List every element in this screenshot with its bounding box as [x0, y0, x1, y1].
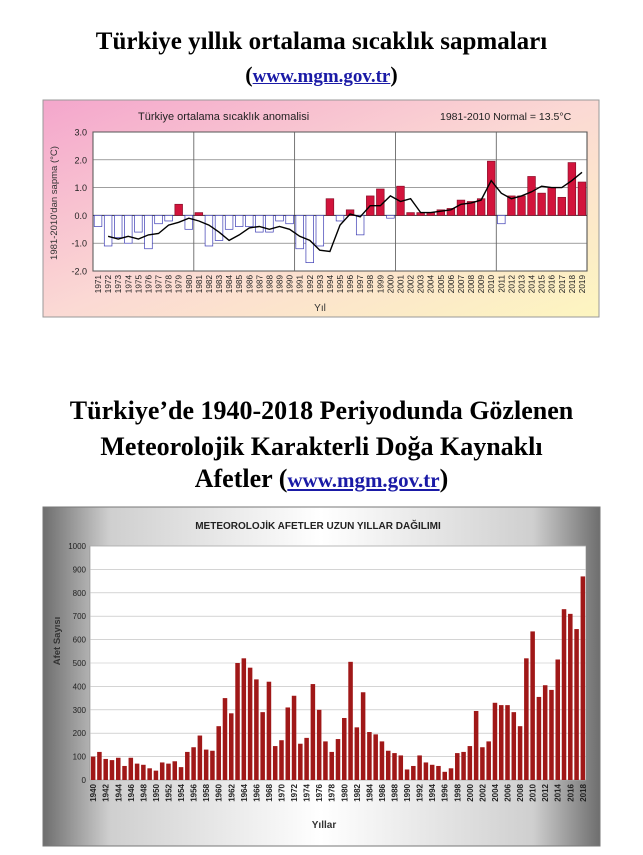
chart2-bar — [474, 711, 479, 780]
mgm-link-2[interactable]: www.mgm.gov.tr — [287, 468, 440, 492]
chart2-bar — [399, 755, 404, 780]
chart2-bar — [204, 750, 209, 780]
chart2-bar — [210, 751, 215, 780]
chart2-xtick: 1976 — [315, 784, 325, 802]
chart1-note: 1981-2010 Normal = 13.5°C — [440, 111, 572, 123]
chart2-bar — [129, 758, 134, 780]
chart1-xtick: 1972 — [104, 275, 114, 294]
chart2-xtick: 1994 — [428, 784, 438, 802]
chart1-xtick: 2009 — [477, 275, 487, 294]
chart2-bar — [103, 759, 108, 780]
chart2-ylabel: Afet Sayısı — [52, 616, 63, 666]
mgm-link-1[interactable]: www.mgm.gov.tr — [252, 66, 391, 87]
chart1-ytick: 2.0 — [74, 155, 87, 166]
chart2-bar — [373, 734, 378, 780]
chart2-xtick: 1942 — [101, 784, 111, 802]
chart2-bar — [323, 741, 328, 780]
chart2-bar — [286, 707, 291, 780]
chart2-bar — [543, 685, 548, 780]
chart2-ytick: 900 — [72, 565, 86, 575]
chart1-ytick: 0.0 — [74, 210, 87, 221]
chart2-bar — [97, 752, 102, 780]
chart2-bar — [486, 741, 491, 780]
chart2-ytick: 600 — [72, 635, 86, 645]
chart2-xtick: 2010 — [528, 784, 538, 802]
chart2-bar — [436, 766, 441, 780]
chart1-xtick: 1973 — [114, 275, 124, 294]
chart2-ytick: 1000 — [68, 542, 86, 551]
chart2-bar — [348, 662, 353, 780]
chart2-bar — [248, 668, 253, 780]
heading1-title: Türkiye yıllık ortalama sıcaklık sapmaları — [95, 28, 548, 55]
chart2-bar — [304, 738, 309, 780]
chart2-bar — [392, 753, 397, 780]
chart2-bar — [568, 614, 573, 780]
chart2-bar — [505, 705, 510, 780]
chart1-xtick: 1974 — [124, 275, 134, 294]
chart2-bar — [555, 659, 560, 780]
chart2-bar — [574, 629, 579, 780]
chart2-bar — [549, 690, 554, 780]
chart1-xtick: 1976 — [144, 275, 154, 294]
chart2-bar — [179, 767, 184, 780]
chart2-bar — [512, 712, 517, 780]
chart2-bar — [91, 757, 96, 780]
chart2-xtick: 2012 — [541, 784, 551, 802]
chart2-bar — [116, 758, 121, 780]
chart1-xtick: 1975 — [134, 275, 144, 294]
chart2-bar — [191, 747, 196, 780]
paren-open: ( — [245, 62, 253, 87]
chart1-xtick: 2003 — [416, 275, 426, 294]
chart2-bar — [185, 752, 190, 780]
chart2-xtick: 1966 — [252, 784, 262, 802]
chart1-xtick: 1991 — [295, 275, 305, 294]
chart1-xtick: 1993 — [315, 275, 325, 294]
chart2-xtick: 1992 — [415, 784, 425, 802]
chart1-ytick: -1.0 — [71, 238, 87, 249]
chart1-xtick: 2013 — [517, 275, 527, 294]
chart2-bar — [380, 741, 385, 780]
chart2-bar — [367, 732, 372, 780]
chart2-xtick: 1996 — [440, 784, 450, 802]
chart2-bar — [442, 772, 447, 780]
chart1-xtick: 1980 — [184, 275, 194, 294]
chart2-bar — [267, 682, 272, 780]
chart2-bar — [355, 727, 360, 780]
chart2-xtick: 1964 — [239, 784, 249, 802]
heading2-afetler: Afetler ( — [194, 464, 288, 493]
chart1-xtick: 1986 — [245, 275, 255, 294]
chart1-xtick: 1971 — [94, 275, 103, 294]
chart2-xtick: 1944 — [114, 784, 124, 802]
chart1-xtick: 1994 — [325, 275, 335, 294]
chart2-xtick: 1948 — [139, 784, 149, 802]
chart2-bar — [311, 684, 316, 780]
chart2-bar — [430, 765, 435, 780]
chart1-xtick: 2007 — [457, 275, 466, 294]
chart2-bar — [229, 713, 234, 780]
chart2-bar — [154, 771, 159, 780]
chart2-bar — [480, 747, 485, 780]
chart2-xtick: 1946 — [126, 784, 136, 802]
chart2-xtick: 2014 — [553, 784, 563, 802]
chart2-xtick: 1986 — [377, 784, 387, 802]
chart2-xtick: 1956 — [189, 784, 199, 802]
chart1-ylabel: 1981-2010'dan sapma (°C) — [49, 146, 60, 260]
chart2-ytick: 800 — [72, 588, 86, 598]
chart2-xtick: 1990 — [403, 784, 413, 802]
chart1-xtick: 2015 — [537, 275, 547, 294]
chart2-ytick: 0 — [81, 776, 86, 785]
chart2-bar — [386, 751, 391, 780]
chart2-ytick: 100 — [72, 752, 86, 762]
chart2-xtick: 1940 — [89, 784, 99, 802]
chart1-title: Türkiye ortalama sıcaklık anomalisi — [138, 111, 310, 123]
chart2-bar — [537, 697, 542, 780]
chart2-xtick: 2002 — [478, 784, 488, 802]
chart2-xtick: 1982 — [352, 784, 362, 802]
chart2-ytick: 200 — [72, 729, 86, 739]
chart1-xtick: 2014 — [527, 275, 537, 294]
chart2-bar — [342, 718, 347, 780]
chart2-bar — [242, 658, 247, 780]
chart2-bar — [449, 768, 454, 780]
chart1-xtick: 1997 — [356, 275, 366, 294]
chart1-xtick: 1990 — [285, 275, 295, 294]
chart2-xtick: 1960 — [214, 784, 224, 802]
chart2-bar — [336, 739, 341, 780]
chart2-bar — [110, 760, 115, 780]
chart1-xtick: 1979 — [174, 275, 184, 294]
chart2-xtick: 1980 — [340, 784, 350, 802]
chart2-xtick: 2000 — [465, 784, 475, 802]
chart2-bar — [518, 726, 523, 780]
chart1-xtick: 2019 — [578, 275, 587, 294]
chart1-xtick: 2012 — [507, 275, 517, 294]
chart1-xlabel: Yıl — [314, 303, 326, 314]
chart1-xtick: 1995 — [336, 275, 345, 294]
chart2-xtick: 1958 — [202, 784, 212, 802]
chart1-xtick: 1989 — [275, 275, 285, 294]
chart1-xtick: 2005 — [436, 275, 446, 294]
chart1-xtick: 2001 — [396, 275, 406, 294]
chart1-ytick: 1.0 — [74, 183, 87, 194]
chart2-bar — [298, 744, 303, 780]
chart2-ytick: 700 — [72, 612, 86, 622]
chart1-xtick: 1981 — [194, 275, 204, 294]
heading2-line2: Meteorolojik Karakterli Doğa Kaynaklı — [100, 432, 543, 461]
chart2-bar — [562, 609, 567, 780]
chart1-xtick: 2000 — [386, 275, 396, 294]
chart2-ytick: 500 — [72, 659, 86, 668]
chart2-bar — [417, 755, 422, 780]
chart2-bar — [329, 752, 334, 780]
chart2-xtick: 2008 — [516, 784, 526, 802]
chart2-bar — [160, 762, 165, 780]
chart1-ytick: -2.0 — [71, 266, 87, 277]
chart1-xtick: 1983 — [215, 275, 224, 294]
chart2-bar — [172, 761, 177, 780]
chart1-ytick: 3.0 — [74, 127, 87, 138]
chart1-xtick: 1982 — [204, 275, 214, 294]
chart2-xtick: 1974 — [302, 784, 312, 802]
chart2-xtick: 2016 — [566, 784, 576, 802]
chart2-bar — [581, 576, 586, 780]
chart2-title: METEOROLOJİK AFETLER UZUN YILLAR DAĞILIMI — [195, 521, 441, 532]
chart2-ytick: 400 — [72, 682, 86, 692]
chart2-bar — [135, 764, 140, 780]
chart2-bar — [455, 753, 460, 780]
chart1-xtick: 2002 — [406, 275, 416, 294]
chart1-xtick: 1984 — [225, 275, 235, 294]
chart1-xtick: 2011 — [497, 275, 507, 293]
chart2-bar — [254, 679, 259, 780]
chart2-bar — [361, 692, 366, 780]
chart2-xtick: 1998 — [453, 784, 463, 802]
chart2-xlabel: Yıllar — [311, 820, 337, 831]
chart2-bar — [273, 746, 278, 780]
chart2-xtick: 2006 — [503, 784, 513, 802]
chart2-xtick: 1950 — [151, 784, 161, 802]
paren-close: ) — [390, 62, 398, 87]
chart2-xtick: 1984 — [365, 784, 375, 802]
chart1-xtick: 1987 — [255, 275, 265, 294]
chart2-bar — [122, 766, 127, 780]
chart2-bar — [279, 740, 284, 780]
chart2-xtick: 1954 — [177, 784, 186, 802]
chart1-xtick: 2016 — [547, 275, 557, 294]
chart2-xtick: 1970 — [277, 784, 287, 802]
chart2-bar — [141, 765, 146, 780]
chart2-bar — [468, 746, 473, 780]
chart2-bar — [524, 658, 529, 780]
chart2-bar — [235, 663, 240, 780]
chart1-xtick: 2010 — [487, 275, 497, 294]
chart1-xtick: 1992 — [305, 275, 315, 294]
chart2-bar — [493, 703, 498, 780]
chart1-xtick: 1988 — [265, 275, 275, 294]
chart2-bar — [317, 710, 322, 780]
chart2-xtick: 2004 — [491, 784, 500, 802]
chart2-xtick: 1978 — [327, 784, 337, 802]
chart1-xtick: 1978 — [164, 275, 174, 294]
chart1-xtick: 1996 — [346, 275, 356, 294]
chart1-xtick: 1977 — [154, 275, 164, 294]
chart2-bar — [166, 764, 171, 780]
chart2-xtick: 2018 — [578, 784, 588, 802]
chart2-xtick: 1988 — [390, 784, 400, 802]
chart1-xtick: 1998 — [366, 275, 376, 294]
chart2-xtick: 1972 — [290, 784, 300, 802]
chart2-bar — [424, 762, 429, 780]
chart2-bar — [461, 752, 466, 780]
chart2-bar — [292, 696, 297, 780]
chart2-bar — [147, 768, 152, 780]
chart1-xtick: 1999 — [376, 275, 386, 294]
chart2-bar — [198, 736, 203, 780]
chart1-xtick: 2008 — [467, 275, 477, 294]
chart2-bar — [530, 631, 535, 780]
chart1-xtick: 2006 — [446, 275, 456, 294]
chart2-bar — [411, 766, 416, 780]
chart2-ytick: 300 — [72, 705, 86, 715]
chart2-bar — [223, 698, 228, 780]
chart2-bar — [499, 705, 504, 780]
chart2-xtick: 1962 — [227, 784, 237, 802]
chart1-xtick: 2017 — [557, 275, 567, 294]
chart2-xtick: 1968 — [264, 784, 274, 802]
chart1-xtick: 2004 — [426, 275, 436, 294]
chart2-bar — [405, 769, 410, 780]
chart2-bar — [260, 712, 265, 780]
chart1-xtick: 2018 — [567, 275, 577, 294]
heading2-line1: Türkiye’de 1940-2018 Periyodunda Gözlenen — [69, 396, 574, 425]
paren-close-2: ) — [439, 464, 449, 493]
chart1-xtick: 1985 — [235, 275, 245, 294]
chart2-bar — [216, 726, 221, 780]
chart2-xtick: 1952 — [164, 784, 174, 802]
